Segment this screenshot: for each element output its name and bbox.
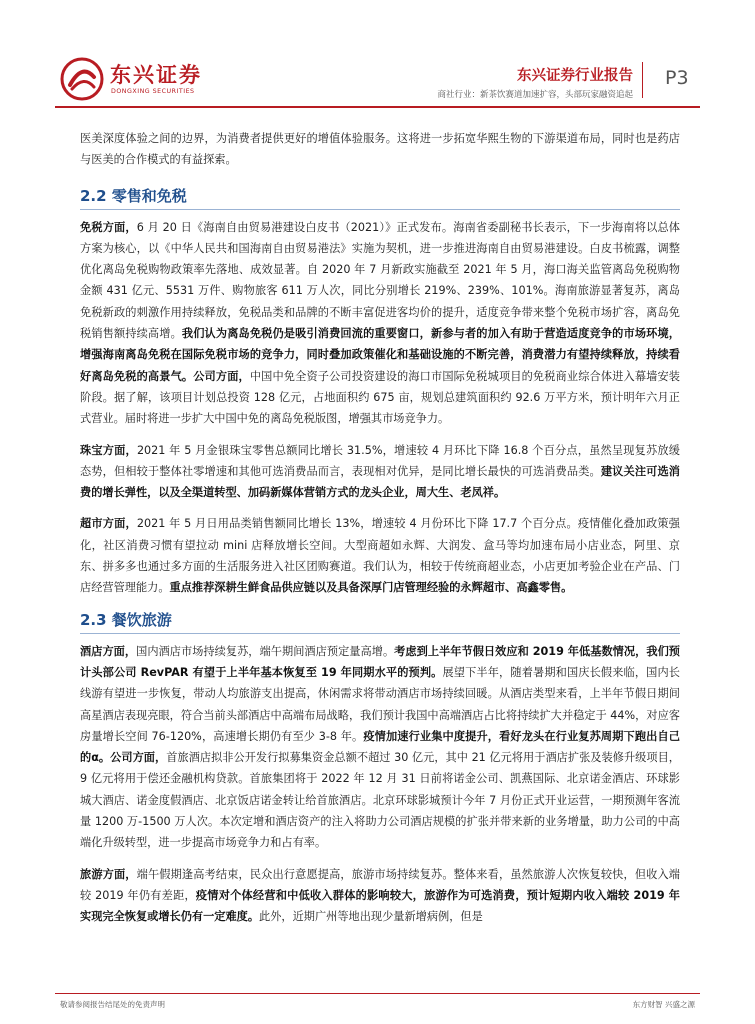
logo-text: 东兴证券 bbox=[110, 63, 202, 87]
paragraph-text: 首旅酒店拟非公开发行拟募集资金总额不超过 30 亿元，其中 21 亿元将用于酒店扩张及装修升级项目，9 亿元将用于偿还金融机构贷款。首旅集团将于 2022 年 12 月 31 日前将诺金公司、凯燕国际、北京诺金酒店、环球影城大酒店、诺金度假酒店、北京饭店诺金转让给首旅酒店。北京环球影城预计今年 7 月份正式开业运营，一期预测年客流量 1200 万-1500 万人次。本次定增和酒店资产的注入将助力公司酒店规模的扩张并带来新的业务增量，助力公司的中高端化升级转型，进一步提高市场竞争力和占有率。 bbox=[80, 751, 680, 850]
logo-subtext: DONGXING SECURITIES bbox=[111, 88, 195, 95]
paragraph-tourism bbox=[80, 864, 680, 928]
paragraph-emphasis: 考虑到上半年节假日效应和 2019 年低基数情况，我们预计头部公司 RevPAR 有望于上半年基本恢复至 19 年同期水平的预判。 bbox=[80, 644, 680, 679]
paragraph-text: 端午假期逢高考结束，民众出行意愿提高，旅游市场持续复苏。整体来看，虽然旅游人次恢复较快，但收入端较 2019 年仍有差距， bbox=[80, 867, 680, 902]
paragraph-hotel bbox=[80, 641, 680, 854]
paragraph-emphasis: 疫情加速行业集中度提升，看好龙头在行业复苏周期下跑出自己的α。公司方面， bbox=[80, 729, 680, 765]
report-body bbox=[80, 128, 680, 938]
page-number: P3 bbox=[665, 67, 689, 89]
paragraph-emphasis: 我们认为离岛免税仍是吸引消费回流的重要窗口，新参与者的加入有助于营造适度竞争的市场环境，增强海南离岛免税在国际免税市场的竞争力，同时叠加政策催化和基础设施的不断完善，消费潜力有望持续释放，持续看好离岛免税的高景气。公司方面， bbox=[80, 327, 680, 383]
disclaimer-note: 敬请参阅报告结尾处的免责声明 bbox=[60, 1000, 165, 1009]
paragraph-lead: 珠宝方面， bbox=[80, 443, 137, 457]
paragraph-lead: 酒店方面， bbox=[80, 644, 137, 658]
report-title: 东兴证券行业报告 bbox=[517, 68, 633, 84]
company-logo bbox=[60, 57, 250, 105]
paragraph-emphasis: 建议关注可选消费的增长弹性，以及全渠道转型、加码新媒体营销方式的龙头企业，周大生、老凤祥。 bbox=[80, 464, 680, 500]
footer-slogan: 东方财智 兴盛之源 bbox=[632, 1000, 695, 1009]
intro-paragraph: 医美深度体验之间的边界，为消费者提供更好的增值体验服务。这将进一步拓宽华熙生物的下游渠道布局，同时也是药店与医美的合作模式的有益探索。 bbox=[80, 132, 680, 167]
paragraph-text: 2021 年 5 月金银珠宝零售总额同比增长 31.5%，增速较 4 月环比下降 16.8 个百分点，虽然呈现复苏放缓态势，但相较于整体社零增速和其他可选消费品而言，表现相对优异，是同比增长最快的可选消费品类。 bbox=[80, 443, 680, 478]
paragraph-supermarket bbox=[80, 513, 680, 598]
paragraph-text: 此外，近期广州等地出现少量新增病例，但是 bbox=[259, 910, 483, 924]
paragraph-text: 展望下半年，随着暑期和国庆长假来临，国内长线游有望进一步恢复，带动人均旅游支出提高，休闲需求将带动酒店市场持续回暖。从酒店类型来看，上半年节假日期间高星酒店表现亮眼，符合当前头部酒店中高端布局战略，我们预计我国中高端酒店占比将持续扩大并稳定于 44%，对应客房量增长空间 76-120%，高速增长期仍有至少 3-8 年。 bbox=[80, 665, 680, 743]
paragraph-text: 国内酒店市场持续复苏，端午期间酒店预定量高增。 bbox=[136, 644, 395, 658]
section-rule bbox=[80, 633, 680, 634]
paragraph-duty-free bbox=[80, 217, 680, 430]
paragraph-text: 6 月 20 日《海南自由贸易港建设白皮书（2021）》正式发布。海南省委副秘书长表示，下一步海南将以总体方案为核心，以《中华人民共和国海南自由贸易港法》实施为契机，进一步推进海南自由贸易港建设。白皮书梳露，调整优化离岛免税购物政策率先落地、成效显著。自 2020 年 7 月新政实施截至 2021 年 5 月，海口海关监管离岛免税购物金额 431 亿元、5531 万件、购物旅客 611 万人次，同比分别增长 219%、239%、101%。海南旅游显著复苏，离岛免税新政的刺激作用持续释放，免税品类和品牌的不断丰富促进客均价的提升，适度竞争带来整个免税市场扩容，离岛免税销售额持续高增。 bbox=[80, 220, 680, 341]
paragraph-text: 中国中免全资子公司投资建设的海口市国际免税城项目的免税商业综合体进入幕墙安装阶段。据了解，该项目计划总投资 128 亿元，占地面积约 675 亩，规划总建筑面积约 92.6 万平方米，预计明年六月正式营业。届时将进一步扩大中国中免的离岛免税版图，增强其市场竞争力。 bbox=[80, 369, 680, 426]
header-rule bbox=[55, 106, 700, 108]
paragraph-text: 2021 年 5 月日用品类销售额同比增长 13%，增速较 4 月份环比下降 17.7 个百分点。疫情催化叠加政策强化，社区消费习惯有望拉动 mini 店释放增长空间。大型商超如永辉、大润发、盒马等均加速布局小店业态，阿里、京东、拼多多也通过多方面的生活服务进入社区团购赛道。我们认为，相较于传统商超业态，小店更加考验企业在产品、门店经营管理能力。 bbox=[80, 517, 680, 595]
paragraph-lead: 免税方面， bbox=[80, 220, 137, 234]
paragraph-lead: 超市方面， bbox=[80, 517, 137, 531]
section-rule bbox=[80, 209, 680, 210]
header-divider bbox=[642, 62, 643, 98]
logo-emblem-icon bbox=[60, 57, 104, 101]
paragraph-jewelry bbox=[80, 440, 680, 504]
paragraph-emphasis: 重点推荐深耕生鲜食品供应链以及具备深厚门店管理经验的永辉超市、高鑫零售。 bbox=[169, 581, 573, 595]
section-heading bbox=[80, 609, 680, 631]
report-subtitle: 商社行业：新茶饮赛道加速扩容，头部玩家融资追起 bbox=[437, 90, 633, 100]
paragraph-lead: 旅游方面， bbox=[80, 867, 137, 881]
section-title: 2.3 餐饮旅游 bbox=[80, 610, 172, 629]
footer-rule bbox=[55, 993, 700, 994]
section-title: 2.2 零售和免税 bbox=[80, 186, 187, 205]
paragraph-emphasis: 疫情对个体经营和中低收入群体的影响较大，旅游作为可选消费，预计短期内收入端较 2019 年实现完全恢复或增长仍有一定难度。 bbox=[80, 888, 680, 924]
page-header bbox=[0, 0, 755, 110]
section-heading bbox=[80, 185, 680, 207]
